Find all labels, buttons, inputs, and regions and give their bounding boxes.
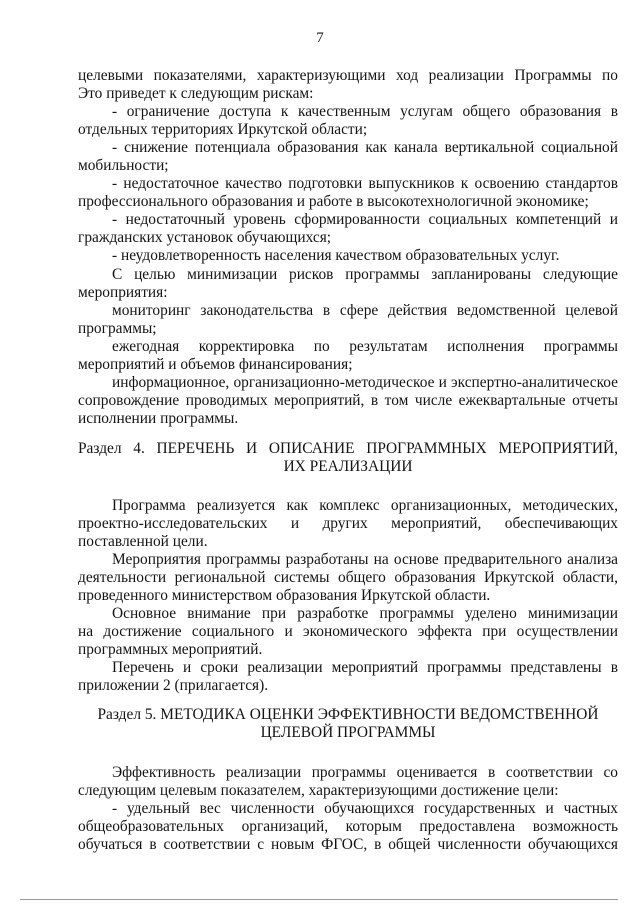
text-line: информационное, организационно-методическое и экспертно-аналитическое	[112, 374, 618, 391]
text-line: мобильности;	[78, 157, 169, 174]
text-line: - недостаточное качество подготовки выпускников к освоению стандартов	[112, 175, 618, 192]
text-line: на достижение социального и экономического эффекта при осуществлении	[78, 623, 618, 640]
text-line: С целью минимизации рисков программы запланированы следующие	[112, 266, 618, 283]
text-line: профессионального образования и работе в высокотехнологичной экономике;	[78, 193, 589, 210]
page-bottom-rule	[20, 899, 618, 900]
text-line: приложении 2 (прилагается).	[78, 677, 269, 694]
section-5-heading: Раздел 5. МЕТОДИКА ОЦЕНКИ ЭФФЕКТИВНОСТИ ВЕДОМСТВЕННОЙ	[97, 706, 599, 723]
text-line: программы;	[78, 320, 157, 337]
text-line: - снижение потенциала образования как канала вертикальной социальной	[112, 139, 618, 156]
text-line: Это приведет к следующим рискам:	[78, 85, 314, 102]
text-line: - недостаточный уровень сформированности социальных компетенций и	[112, 211, 618, 228]
text-line: Программа реализуется как комплекс организационных, методических,	[112, 497, 618, 514]
text-line: программных мероприятий.	[78, 641, 263, 658]
text-line: сопровождение проводимых мероприятий, в том числе ежеквартальные отчеты	[78, 392, 618, 409]
text-line: следующим целевым показателем, характеризующими достижение цели:	[78, 782, 559, 799]
text-line: исполнении программы.	[78, 410, 239, 427]
text-line: обучаться в соответствии с новым ФГОС, в общей численности обучающихся	[78, 836, 618, 853]
text-line: мониторинг законодательства в сфере действия ведомственной целевой	[112, 302, 618, 319]
text-line: мероприятий и объемов финансирования;	[78, 356, 353, 373]
text-line: Основное внимание при разработке программы уделено минимизации	[112, 605, 618, 622]
text-line: Мероприятия программы разработаны на основе предварительного анализа	[112, 551, 618, 568]
text-line: общеобразовательных организаций, которым предоставлена возможность	[78, 818, 618, 835]
section-4-heading-line-2: ИХ РЕАЛИЗАЦИИ	[283, 458, 413, 475]
text-line: ежегодная корректировка по результатам исполнения программы	[112, 338, 618, 355]
text-line: поставленной цели.	[78, 533, 208, 550]
text-line: - неудовлетворенность населения качеством образовательных услуг.	[112, 247, 560, 264]
text-line: мероприятия:	[78, 284, 168, 301]
text-line: Перечень и сроки реализации мероприятий программы представлены в	[112, 659, 618, 676]
text-line: проведенного министерством образования Иркутской области.	[78, 587, 491, 604]
text-line: гражданских установок обучающихся;	[78, 229, 332, 246]
section-5-heading-line-2: ЦЕЛЕВОЙ ПРОГРАММЫ	[260, 724, 436, 741]
text-line: Эффективность реализации программы оценивается в соответствии со	[112, 764, 618, 781]
text-line: целевыми показателями, характеризующими ход реализации Программы по	[78, 67, 618, 84]
text-line: отдельных территориях Иркутской области;	[78, 121, 368, 138]
section-4-heading: Раздел 4. ПЕРЕЧЕНЬ И ОПИСАНИЕ ПРОГРАММНЫХ МЕРОПРИЯТИЙ,	[78, 440, 618, 457]
page-number: 7	[316, 30, 324, 46]
text-line: проектно-исследовательских и других мероприятий, обеспечивающих	[78, 515, 618, 532]
text-line: - ограничение доступа к качественным услугам общего образования в	[112, 103, 618, 120]
text-line: деятельности региональной системы общего образования Иркутской области,	[78, 569, 618, 586]
text-line: - удельный вес численности обучающихся государственных и частных	[112, 800, 618, 817]
